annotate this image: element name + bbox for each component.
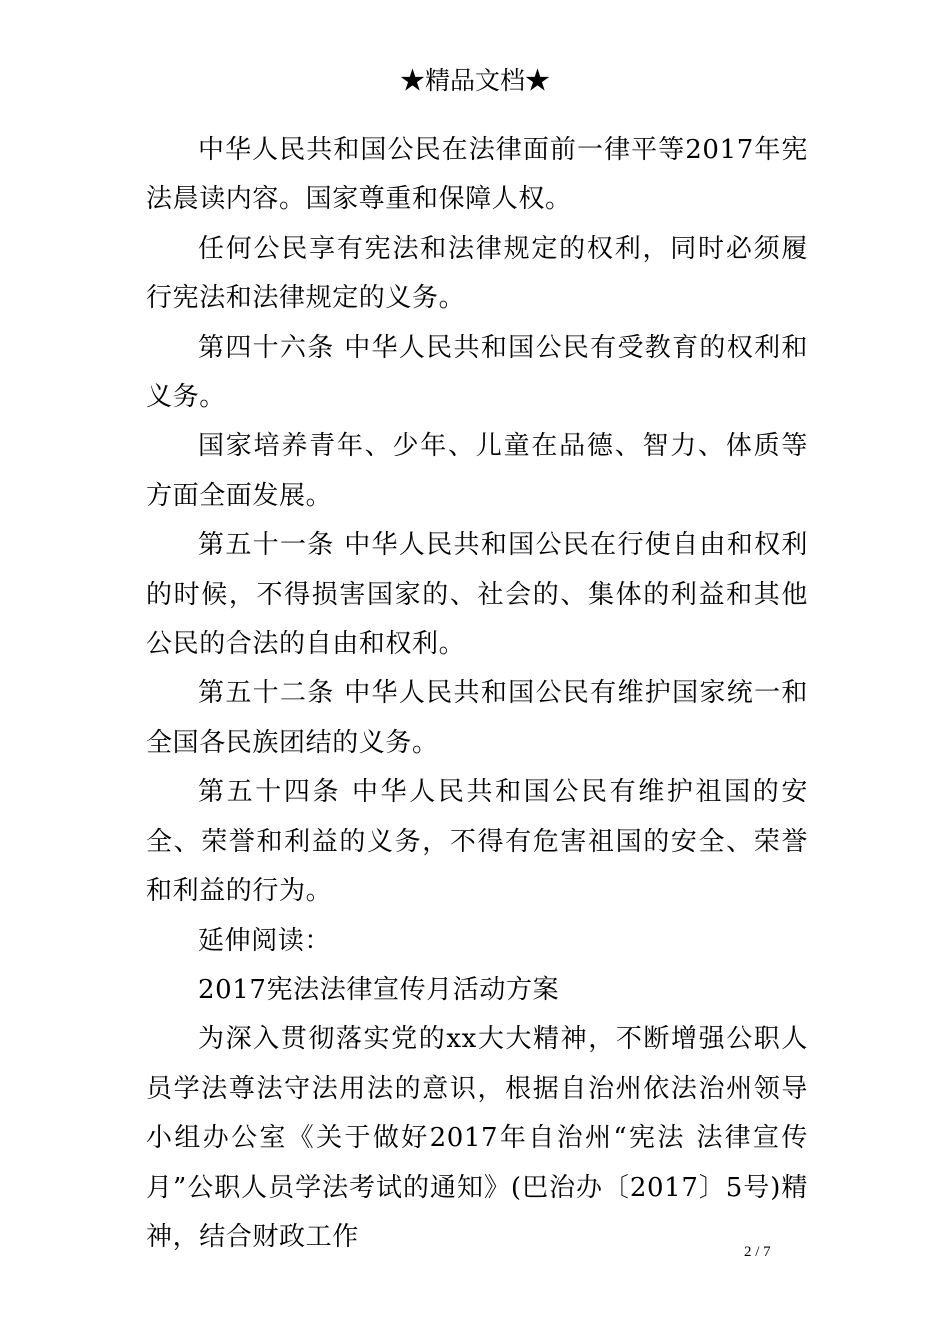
body-paragraph: 为深入贯彻落实党的xx大大精神，不断增强公职人员学法尊法守法用法的意识，根据自治州依法治州领导小组办公室《关于做好2017年自治州“宪法 法律宣传月”公职人员学法考试的通知》(巴治办〔2017〕5号)精神，结合财政工作 (146, 1024, 808, 1252)
document-header: ★精品文档★ (399, 66, 550, 95)
body-paragraph: 国家培养青年、少年、儿童在品德、智力、体质等方面全面发展。 (146, 431, 808, 511)
body-paragraph: 中华人民共和国公民在法律面前一律平等2017年宪法晨读内容。国家尊重和保障人权。 (146, 135, 808, 215)
page-number: 2 / 7 (744, 1244, 771, 1260)
body-paragraph: 第四十六条 中华人民共和国公民有受教育的权利和义务。 (146, 332, 808, 413)
body-paragraph: 任何公民享有宪法和法律规定的权利，同时必须履行宪法和法律规定的义务。 (146, 233, 808, 314)
body-paragraph: 第五十四条 中华人民共和国公民有维护祖国的安全、荣誉和利益的义务，不得有危害祖国的安全、荣誉和利益的行为。 (146, 777, 808, 907)
document-body (146, 126, 808, 1262)
body-paragraph: 第五十一条 中华人民共和国公民在行使自由和权利的时候，不得损害国家的、社会的、集体的利益和其他公民的合法的自由和权利。 (146, 530, 808, 660)
section-title: 2017宪法法律宣传月活动方案 (198, 974, 560, 1005)
section-label: 延伸阅读： (198, 925, 332, 956)
body-paragraph: 第五十二条 中华人民共和国公民有维护国家统一和全国各民族团结的义务。 (146, 678, 808, 758)
